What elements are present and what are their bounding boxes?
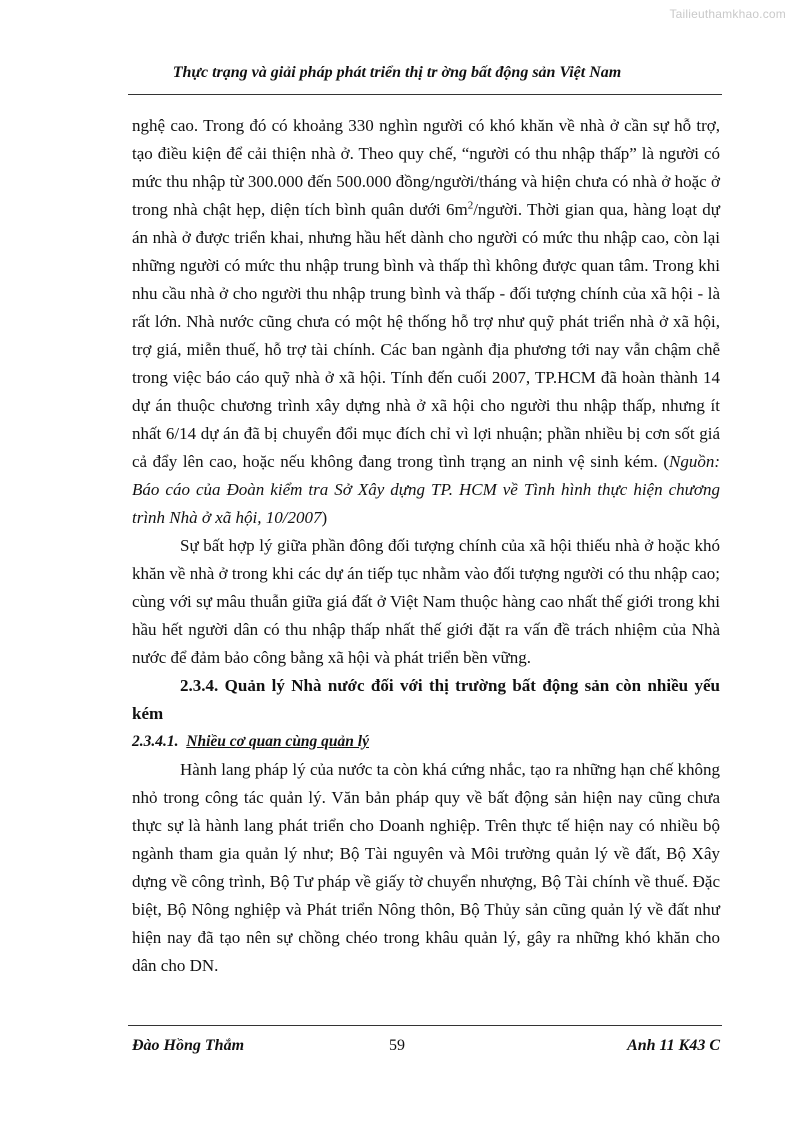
superscript-2: 2 [467,199,474,212]
paragraph-2: Sự bất hợp lý giữa phần đông đối tượng chính của xã hội thiếu nhà ở hoặc khó khăn về nhà ở trong khi các dự án tiếp tục nhằm vào đối tượng người có thu nhập cao; cùng với sự mâu thuẫn giữa giá đất ở Việt Nam thuộc hàng cao nhất thế giới trong khi hầu hết người dân có thu nhập thấp nhất thế giới đặt ra vấn đề trách nhiệm của Nhà nước để đảm bảo công bằng xã hội và phát triển bền vững. [132,536,720,667]
subsection-heading-2-3-4-1 [132,728,720,756]
source-citation: Nguồn: Báo cáo của Đoàn kiểm tra Sở Xây dựng TP. HCM về Tình hình thực hiện chương trình Nhà ở xã hội, 10/2007 [132,452,720,527]
paragraph-1-part-a: nghệ cao. Trong đó có khoảng 330 nghìn người có khó khăn về nhà ở cần sự hỗ trợ, tạo điều kiện để cải thiện nhà ở. Theo quy chế, “người có thu nhập thấp” là người có mức thu nhập từ 300.000 đến 500.000 đồng/người/tháng và hiện chưa có nhà ở hoặc ở trong nhà chật hẹp, diện tích bình quân dưới 6m [132,116,720,219]
footer-rule [128,1025,722,1026]
paragraph-3: Hành lang pháp lý của nước ta còn khá cứng nhắc, tạo ra những hạn chế không nhỏ trong công tác quản lý. Văn bản pháp quy về bất động sản hiện nay cũng chưa thực sự là hành lang phát triển cho Doanh nghiệp. Trên thực tế hiện nay có nhiều bộ ngành tham gia quản lý như; Bộ Tài nguyên và Môi trường quản lý về đất, Bộ Xây dựng về công trình, Bộ Tư pháp về giấy tờ chuyển nhượng, Bộ Tài chính về thuế. Đặc biệt, Bộ Nông nghiệp và Phát triển Nông thôn, Bộ Thủy sản cũng quản lý về đất như hiện nay đã tạo nên sự chồng chéo trong khâu quản lý, gây ra những khó khăn cho dân cho DN. [132,760,720,975]
footer-author: Đào Hồng Thắm [132,1037,245,1054]
watermark: Tailieuthamkhao.com [669,7,786,21]
subsection-title: Nhiều cơ quan cùng quản lý [186,733,369,750]
subsection-number: 2.3.4.1. [132,733,179,750]
paragraph-1-close: ) [321,508,328,527]
page-body [132,112,720,980]
running-header-title: Thực trạng và giải pháp phát triển thị tr ờng bất động sản Việt Nam [172,64,622,81]
header-rule [128,94,722,95]
paragraph-1-part-b: /người. Thời gian qua, hàng loạt dự án nhà ở được triển khai, nhưng hầu hết dành cho người có mức thu nhập cao, còn lại những người có mức thu nhập trung bình và thấp thì không được quan tâm. Trong khi nhu cầu nhà ở cho người thu nhập trung bình và thấp - đối tượng chính của xã hội - là rất lớn. Nhà nước cũng chưa có một hệ thống hỗ trợ như quỹ phát triển nhà ở xã hội, trợ giá, miễn thuế, hỗ trợ tài chính. Các ban ngành địa phương tới nay vẫn chậm chễ trong việc báo cáo quỹ nhà ở xã hội. Tính đến cuối 2007, TP.HCM đã hoàn thành 14 dự án thuộc chương trình xây dựng nhà ở xã hội cho người thu nhập thấp, nhưng ít nhất 6/14 dự án đã bị chuyển đổi mục đích chỉ vì lợi nhuận; phần nhiều bị cơn sốt giá cả đẩy lên cao, hoặc nếu không đang trong tình trạng an ninh vệ sinh kém. ( [132,200,720,471]
footer-page-number: 59 [389,1037,405,1054]
paragraph-1 [132,112,720,532]
footer-class: Anh 11 K43 C [627,1037,720,1054]
section-heading-2-3-4: 2.3.4. Quản lý Nhà nước đối với thị trường bất động sản còn nhiều yếu kém [132,676,720,723]
